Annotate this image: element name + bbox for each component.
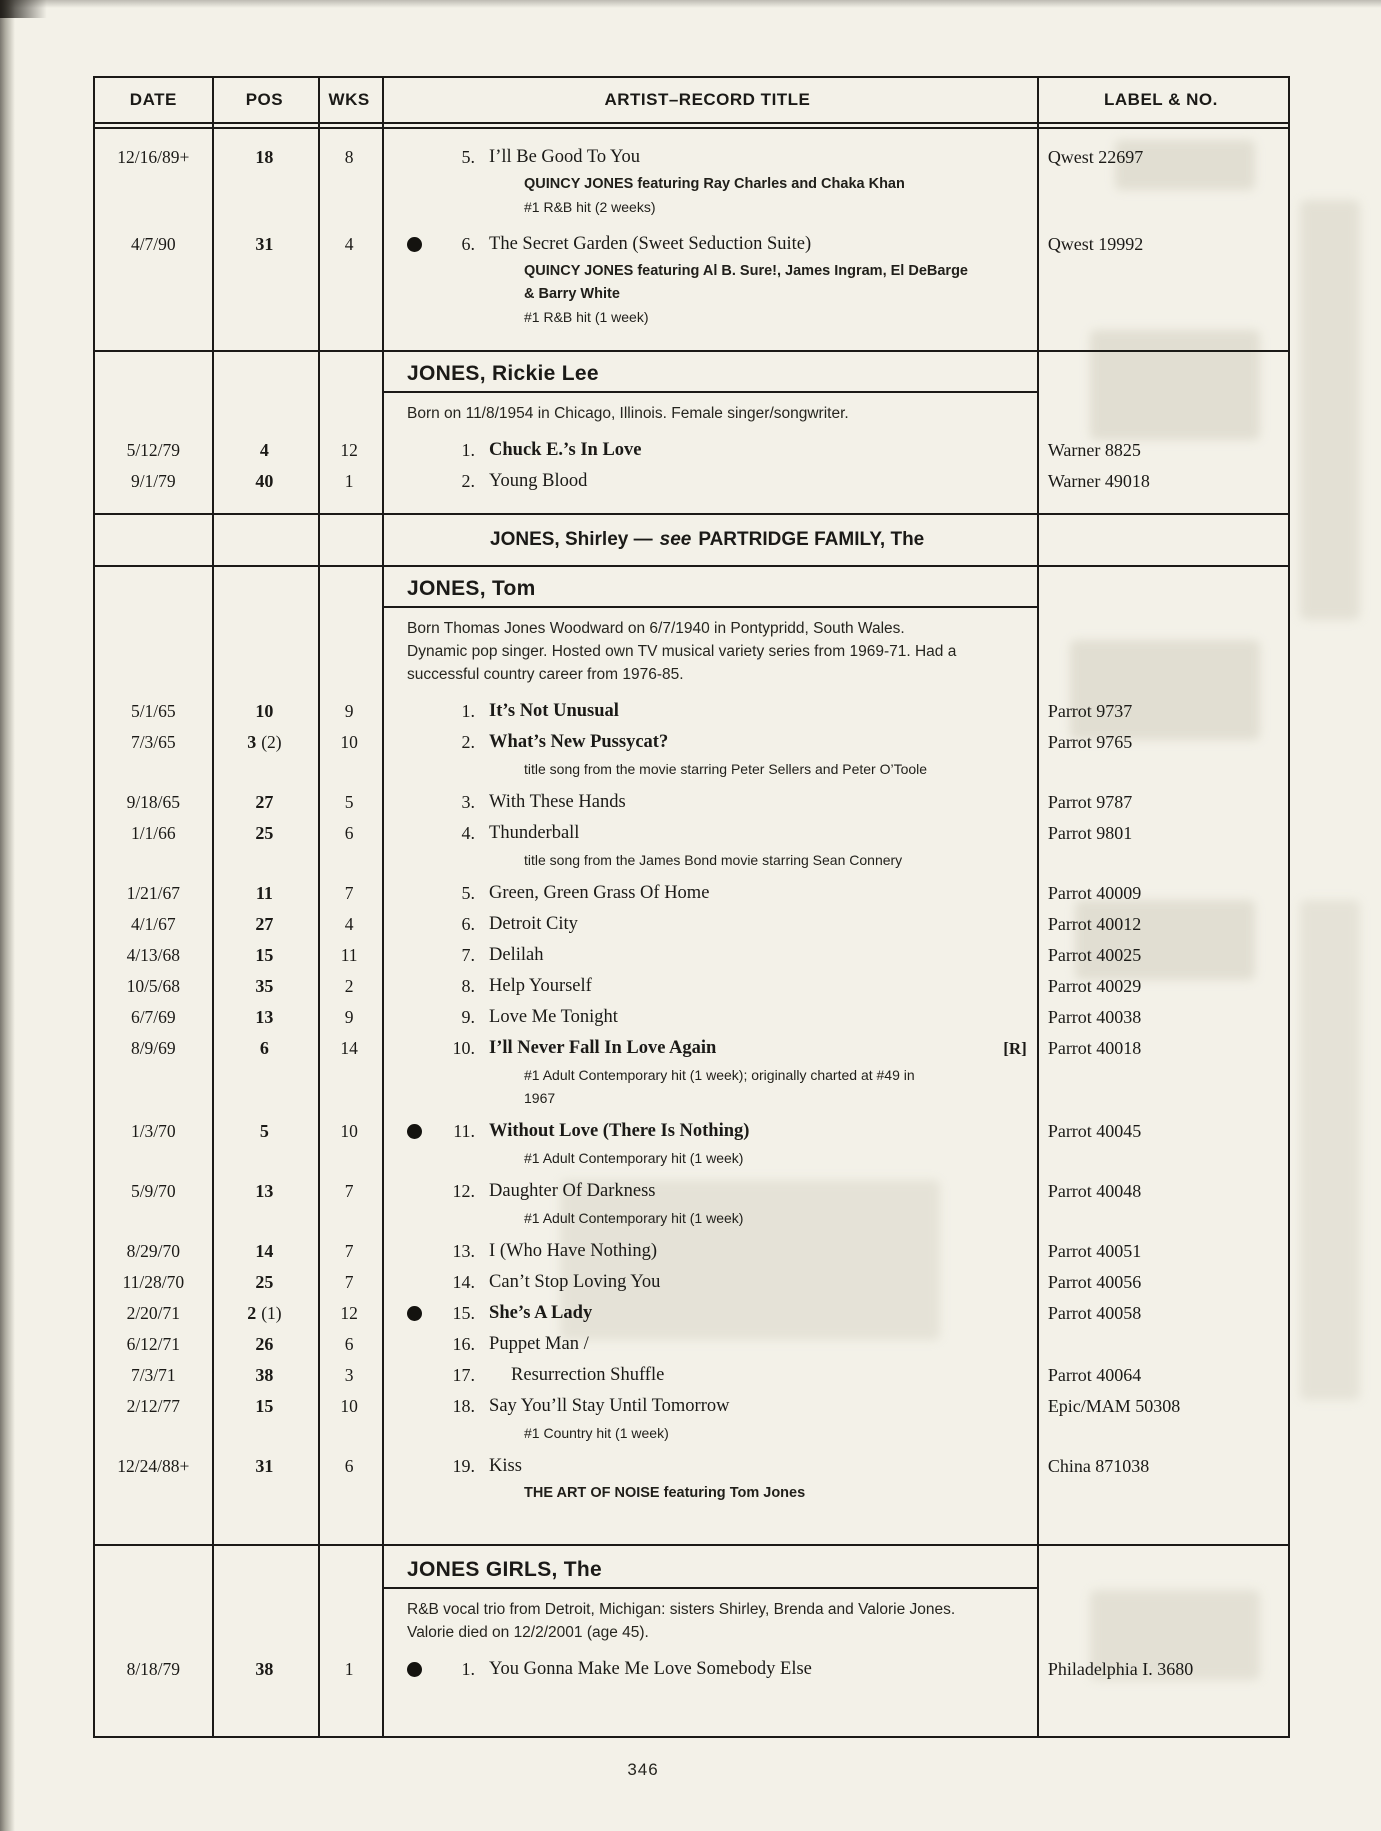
entry-date: 6/7/69	[130, 1007, 176, 1027]
entry-weeks-charted: 12	[340, 1303, 358, 1323]
chart-entry-row	[95, 787, 1288, 818]
chart-entry-row	[95, 878, 1288, 909]
peak-position-value: 4	[259, 440, 269, 460]
record-label-number: Parrot 40048	[1047, 1181, 1142, 1201]
hit-note: #1 R&B hit (1 week)	[524, 309, 649, 325]
bleed-through-artifact	[1300, 200, 1360, 620]
entry-date: 8/9/69	[130, 1038, 176, 1058]
hit-note: #1 Country hit (1 week)	[524, 1425, 669, 1441]
entry-peak-position	[212, 1303, 318, 1324]
chart-entry-row	[95, 1360, 1288, 1391]
entry-number: 1.	[461, 1659, 476, 1679]
record-label-number: Parrot 40058	[1047, 1303, 1142, 1323]
record-label-number: Warner 8825	[1047, 440, 1141, 460]
gold-record-bullet-icon	[401, 1662, 427, 1677]
entry-weeks-charted: 12	[340, 440, 358, 460]
entry-peak-position	[212, 1365, 318, 1386]
gold-record-bullet-icon	[401, 1275, 427, 1290]
header-artist-record-title: ARTIST–RECORD TITLE	[604, 90, 811, 109]
song-title: Daughter Of Darkness	[489, 1181, 656, 1201]
artist-crossref-shirley-jones	[95, 515, 1288, 567]
gold-record-bullet-icon	[401, 979, 427, 994]
song-title: Without Love (There Is Nothing)	[489, 1121, 750, 1141]
entry-date: 12/16/89+	[117, 147, 190, 167]
peak-position-value: 15	[255, 945, 274, 965]
artist-section-quincy-jones-continued	[95, 130, 1288, 352]
peak-position-value: 31	[255, 1456, 274, 1476]
entry-weeks-charted: 2	[344, 976, 354, 996]
entry-weeks-charted: 10	[340, 732, 358, 752]
gold-record-bullet-icon	[401, 1244, 427, 1259]
chart-entry-row	[95, 971, 1288, 1002]
record-label-number: Parrot 40064	[1047, 1365, 1142, 1385]
entry-weeks-charted: 9	[344, 1007, 354, 1027]
entry-title-cell	[381, 1456, 1034, 1477]
entry-peak-position	[212, 440, 318, 461]
record-label-number: Parrot 9737	[1047, 701, 1133, 721]
entry-date: 2/20/71	[126, 1303, 181, 1323]
chart-entry-row	[95, 435, 1288, 466]
entry-date: 9/18/65	[126, 792, 181, 812]
entry-title-cell	[381, 1272, 1034, 1293]
entry-peak-position	[212, 883, 318, 904]
entry-number: 19.	[452, 1456, 476, 1476]
entry-weeks-charted: 11	[340, 945, 358, 965]
chart-entry-row	[95, 1176, 1288, 1207]
artist-heading-rule	[382, 1587, 1037, 1589]
peak-position-value: 14	[255, 1241, 274, 1261]
entry-number: 16.	[452, 1334, 476, 1354]
entry-number: 9.	[461, 1007, 476, 1027]
chart-table	[93, 76, 1290, 1738]
gold-record-bullet-icon	[401, 443, 427, 458]
gold-record-bullet-icon	[401, 1124, 427, 1139]
record-label-number: Parrot 40045	[1047, 1121, 1142, 1141]
artist-bio-line: R&B vocal trio from Detroit, Michigan: sisters Shirley, Brenda and Valorie Jones.	[407, 1601, 956, 1618]
record-label-number: Parrot 9787	[1047, 792, 1133, 812]
entry-number: 14.	[452, 1272, 476, 1292]
artist-name-heading: JONES, Rickie Lee	[407, 362, 599, 385]
gold-record-bullet-icon	[401, 1337, 427, 1352]
entry-weeks-charted: 4	[344, 914, 354, 934]
entry-date: 5/12/79	[126, 440, 181, 460]
entry-weeks-charted: 1	[344, 471, 354, 491]
song-title: Detroit City	[489, 914, 578, 934]
gold-record-bullet-icon	[401, 1184, 427, 1199]
entry-number: 8.	[461, 976, 476, 996]
song-title: Delilah	[489, 945, 544, 965]
gold-record-bullet-icon	[401, 1368, 427, 1383]
entry-title-cell	[381, 1334, 1034, 1355]
record-label-number: Parrot 40025	[1047, 945, 1142, 965]
peak-position-value: 35	[255, 976, 274, 996]
entry-title-cell	[381, 440, 1034, 461]
artist-bio	[407, 402, 1288, 425]
hit-note-continued: 1967	[524, 1090, 556, 1106]
entry-title-cell	[381, 1038, 1034, 1059]
entry-number: 11.	[453, 1121, 476, 1141]
record-label-number: Epic/MAM 50308	[1047, 1396, 1181, 1416]
header-date: DATE	[129, 90, 177, 109]
song-title: Love Me Tonight	[489, 1007, 618, 1027]
entry-title-cell	[381, 945, 1034, 966]
entry-title-cell	[381, 1396, 1034, 1417]
chart-entry-row	[95, 1236, 1288, 1267]
chart-entry-row	[95, 940, 1288, 971]
page-number: 346	[627, 1760, 659, 1779]
song-title: Say You’ll Stay Until Tomorrow	[489, 1396, 730, 1416]
artist-name-heading: JONES, Tom	[407, 577, 536, 600]
chart-entry-row	[95, 1267, 1288, 1298]
peak-position-value: 38	[255, 1365, 274, 1385]
record-label-number: Warner 49018	[1047, 471, 1150, 491]
artist-bio	[407, 1598, 1288, 1644]
artist-name-heading: JONES GIRLS, The	[407, 1558, 602, 1581]
entry-weeks-charted: 8	[344, 147, 354, 167]
entry-weeks-charted: 7	[344, 1272, 354, 1292]
entry-date: 9/1/79	[130, 471, 176, 491]
entry-title-cell	[381, 1181, 1034, 1202]
peak-position-value: 18	[255, 147, 274, 167]
entry-title-cell	[381, 883, 1034, 904]
header-wks: WKS	[328, 90, 370, 109]
gold-record-bullet-icon	[401, 1306, 427, 1321]
entry-peak-position	[212, 1659, 318, 1680]
entry-peak-position	[212, 147, 318, 168]
entry-number: 5.	[461, 147, 476, 167]
entry-title-cell	[381, 976, 1034, 997]
record-label-number: Qwest 22697	[1047, 147, 1144, 167]
header-pos: POS	[245, 90, 284, 109]
entry-date: 1/21/67	[126, 883, 181, 903]
artist-credit-line: & Barry White	[524, 286, 620, 302]
entry-number: 13.	[452, 1241, 476, 1261]
gold-record-bullet-icon	[401, 1399, 427, 1414]
hit-note: #1 Adult Contemporary hit (1 week)	[524, 1150, 744, 1166]
entry-peak-position	[212, 792, 318, 813]
entry-peak-position	[212, 701, 318, 722]
entry-title-cell	[381, 914, 1034, 935]
entry-weeks-charted: 10	[340, 1396, 358, 1416]
peak-position-value: 38	[255, 1659, 274, 1679]
entry-title-cell	[381, 792, 1034, 813]
entry-number: 10.	[452, 1038, 476, 1058]
peak-position-value: 26	[255, 1334, 274, 1354]
entry-peak-position	[212, 1038, 318, 1059]
entry-weeks-charted: 10	[340, 1121, 358, 1141]
entry-number: 17.	[452, 1365, 476, 1385]
chart-entry-row	[95, 1391, 1288, 1422]
chart-entry-row	[95, 696, 1288, 727]
entry-number: 3.	[461, 792, 476, 812]
song-title: It’s Not Unusual	[489, 701, 619, 721]
peak-position-value: 25	[255, 1272, 274, 1292]
record-label-number: Parrot 40051	[1047, 1241, 1142, 1261]
entry-peak-position	[212, 1334, 318, 1355]
entry-peak-position	[212, 1456, 318, 1477]
entry-weeks-charted: 1	[344, 1659, 354, 1679]
scan-corner-mark	[0, 0, 52, 18]
artist-heading-rule	[382, 606, 1037, 608]
entry-number: 4.	[461, 823, 476, 843]
entry-peak-position	[212, 914, 318, 935]
entry-title-cell	[381, 1241, 1034, 1262]
gold-record-bullet-icon	[401, 1010, 427, 1025]
peak-position-value: 13	[255, 1007, 274, 1027]
entry-title-cell	[381, 1303, 1034, 1324]
entry-weeks-charted: 7	[344, 1241, 354, 1261]
entry-date: 11/28/70	[122, 1272, 185, 1292]
entry-weeks-charted: 6	[344, 823, 354, 843]
artist-bio-line: Valorie died on 12/2/2001 (age 45).	[407, 1624, 649, 1641]
peak-position-value: 25	[255, 823, 274, 843]
record-label-number: Parrot 40012	[1047, 914, 1142, 934]
entry-weeks-charted: 9	[344, 701, 354, 721]
entry-date: 1/3/70	[130, 1121, 176, 1141]
entry-date: 7/3/71	[130, 1365, 176, 1385]
crossref-artist: JONES, Shirley —	[490, 529, 653, 550]
entry-peak-position	[212, 732, 318, 753]
artist-credit-line: THE ART OF NOISE featuring Tom Jones	[524, 1485, 806, 1501]
song-title: With These Hands	[489, 792, 626, 812]
artist-credit-line: QUINCY JONES featuring Al B. Sure!, James Ingram, El DeBarge	[524, 263, 968, 279]
artist-bio	[407, 617, 1288, 686]
entry-weeks-charted: 6	[344, 1334, 354, 1354]
song-title: The Secret Garden (Sweet Seduction Suite)	[489, 234, 812, 254]
song-title: Resurrection Shuffle	[511, 1365, 665, 1385]
entry-peak-position	[212, 1396, 318, 1417]
entry-number: 1.	[461, 440, 476, 460]
chart-entry-row	[95, 466, 1288, 497]
song-title: Help Yourself	[489, 976, 592, 996]
record-label-number: Parrot 9765	[1047, 732, 1133, 752]
bleed-through-artifact	[1300, 900, 1360, 1400]
peak-position-value: 6	[259, 1038, 269, 1058]
artist-bio-line: Born on 11/8/1954 in Chicago, Illinois. Female singer/songwriter.	[407, 405, 849, 422]
artist-section-jones-girls	[95, 1546, 1288, 1740]
song-title: I’ll Never Fall In Love Again	[489, 1038, 717, 1058]
gold-record-bullet-icon	[401, 886, 427, 901]
entry-number: 6.	[461, 234, 476, 254]
scan-edge-left	[0, 0, 15, 1831]
chart-entry-row	[95, 727, 1288, 758]
chart-entry-row	[95, 1002, 1288, 1033]
song-title: Thunderball	[489, 823, 580, 843]
entry-weeks-charted: 3	[344, 1365, 354, 1385]
entry-number: 7.	[461, 945, 476, 965]
record-label-number: Philadelphia I. 3680	[1047, 1659, 1194, 1679]
entry-date: 1/1/66	[130, 823, 176, 843]
gold-record-bullet-icon	[401, 948, 427, 963]
artist-bio-line: Dynamic pop singer. Hosted own TV musical variety series from 1969-71. Had a	[407, 643, 957, 660]
peak-position-value: 5	[259, 1121, 269, 1141]
peak-position-value: 27	[255, 792, 274, 812]
song-title: I (Who Have Nothing)	[489, 1241, 658, 1261]
entry-title-cell	[381, 1007, 1034, 1028]
entry-title-cell	[381, 1659, 1034, 1680]
chart-entry-row	[95, 1451, 1288, 1482]
record-label-number: Parrot 40038	[1047, 1007, 1142, 1027]
chart-entry-row	[95, 1298, 1288, 1329]
song-title: Chuck E.’s In Love	[489, 440, 642, 460]
chart-entry-row	[95, 142, 1288, 173]
hit-note: #1 R&B hit (2 weeks)	[524, 199, 656, 215]
entry-date: 4/13/68	[126, 945, 181, 965]
song-title: Green, Green Grass Of Home	[489, 883, 710, 903]
hit-note: #1 Adult Contemporary hit (1 week)	[524, 1210, 744, 1226]
entry-number: 5.	[461, 883, 476, 903]
entry-peak-position	[212, 976, 318, 997]
record-label-number: Parrot 9801	[1047, 823, 1133, 843]
gold-record-bullet-icon	[401, 795, 427, 810]
crossref-target: PARTRIDGE FAMILY, The	[698, 529, 925, 550]
chart-entry-row	[95, 229, 1288, 260]
peak-position-value: 31	[255, 234, 274, 254]
entry-title-cell	[381, 701, 1034, 722]
entry-date: 5/1/65	[130, 701, 176, 721]
entry-date: 6/12/71	[126, 1334, 181, 1354]
entry-date: 8/18/79	[126, 1659, 181, 1679]
hit-note: #1 Adult Contemporary hit (1 week); originally charted at #49 in	[524, 1067, 915, 1083]
gold-record-bullet-icon	[401, 474, 427, 489]
chart-entry-row	[95, 1033, 1288, 1064]
peak-position-value: 40	[255, 471, 274, 491]
record-label-number: Parrot 40056	[1047, 1272, 1142, 1292]
entry-number: 2.	[461, 471, 476, 491]
entry-date: 4/1/67	[130, 914, 176, 934]
entry-date: 5/9/70	[130, 1181, 176, 1201]
entry-date: 10/5/68	[126, 976, 181, 996]
entry-title-cell	[381, 234, 1034, 255]
song-title: Young Blood	[489, 471, 588, 491]
entry-peak-position	[212, 471, 318, 492]
chart-entry-row	[95, 1116, 1288, 1147]
song-title: Puppet Man /	[489, 1334, 589, 1354]
entry-number: 2.	[461, 732, 476, 752]
song-title: She’s A Lady	[489, 1303, 593, 1323]
record-label-number: Parrot 40018	[1047, 1038, 1142, 1058]
entry-peak-position	[212, 1007, 318, 1028]
entry-title-cell	[381, 732, 1034, 753]
chart-entry-row	[95, 818, 1288, 849]
table-header-row	[95, 78, 1288, 124]
peak-position-value: 2	[247, 1303, 257, 1323]
weeks-at-peak: (1)	[261, 1303, 282, 1323]
peak-position-value: 27	[255, 914, 274, 934]
entry-weeks-charted: 5	[344, 792, 354, 812]
artist-section-tom-jones	[95, 567, 1288, 1546]
entry-title-cell	[381, 471, 1034, 492]
song-title: Can’t Stop Loving You	[489, 1272, 661, 1292]
entry-date: 7/3/65	[130, 732, 176, 752]
chart-entry-row	[95, 1329, 1288, 1360]
entry-number: 6.	[461, 914, 476, 934]
entry-weeks-charted: 7	[344, 883, 354, 903]
gold-record-bullet-icon	[401, 1459, 427, 1474]
header-label-no: LABEL & NO.	[1104, 90, 1218, 109]
gold-record-bullet-icon	[401, 704, 427, 719]
song-title: Kiss	[489, 1456, 522, 1476]
entry-peak-position	[212, 1181, 318, 1202]
artist-bio-line: Born Thomas Jones Woodward on 6/7/1940 in Pontypridd, South Wales.	[407, 620, 905, 637]
gold-record-bullet-icon	[401, 735, 427, 750]
record-label-number: Parrot 40029	[1047, 976, 1142, 996]
gold-record-bullet-icon	[401, 826, 427, 841]
chart-entry-row	[95, 909, 1288, 940]
peak-position-value: 15	[255, 1396, 274, 1416]
peak-position-value: 10	[255, 701, 274, 721]
gold-record-bullet-icon	[401, 150, 427, 165]
gold-record-bullet-icon	[401, 237, 427, 252]
entry-peak-position	[212, 234, 318, 255]
artist-section-rickie-lee-jones	[95, 352, 1288, 515]
peak-position-value: 11	[255, 883, 273, 903]
entry-number: 15.	[452, 1303, 476, 1323]
gold-record-bullet-icon	[401, 917, 427, 932]
record-label-number: China 871038	[1047, 1456, 1150, 1476]
artist-credit-line: QUINCY JONES featuring Ray Charles and Chaka Khan	[524, 176, 905, 192]
crossref-see: see	[659, 529, 692, 550]
entry-date: 8/29/70	[126, 1241, 181, 1261]
scan-edge-top	[0, 0, 1381, 8]
title-note: title song from the James Bond movie starring Sean Connery	[524, 852, 903, 868]
title-note: title song from the movie starring Peter Sellers and Peter O’Toole	[524, 761, 928, 777]
entry-title-cell	[381, 147, 1034, 168]
entry-peak-position	[212, 1121, 318, 1142]
entry-title-cell	[381, 1365, 1034, 1386]
song-title: What’s New Pussycat?	[489, 732, 669, 752]
artist-heading-rule	[382, 391, 1037, 393]
entry-number: 1.	[461, 701, 476, 721]
chart-entry-row	[95, 1654, 1288, 1685]
entry-peak-position	[212, 1272, 318, 1293]
gold-record-bullet-icon	[401, 1041, 427, 1056]
entry-date: 2/12/77	[126, 1396, 181, 1416]
rerelease-tag: [R]	[1003, 1038, 1027, 1058]
crossref-text	[95, 529, 924, 551]
song-title: You Gonna Make Me Love Somebody Else	[489, 1659, 812, 1679]
song-title: I’ll Be Good To You	[489, 147, 641, 167]
artist-bio-line: successful country career from 1976-85.	[407, 666, 684, 683]
entry-weeks-charted: 14	[340, 1038, 358, 1058]
entry-weeks-charted: 6	[344, 1456, 354, 1476]
entry-weeks-charted: 7	[344, 1181, 354, 1201]
record-label-number: Parrot 40009	[1047, 883, 1142, 903]
entry-number: 12.	[452, 1181, 476, 1201]
entry-peak-position	[212, 823, 318, 844]
entry-date: 4/7/90	[130, 234, 176, 254]
entry-number: 18.	[452, 1396, 476, 1416]
entry-peak-position	[212, 945, 318, 966]
entry-title-cell	[381, 823, 1034, 844]
entry-weeks-charted: 4	[344, 234, 354, 254]
entry-title-cell	[381, 1121, 1034, 1142]
peak-position-value: 3	[247, 732, 257, 752]
weeks-at-peak: (2)	[261, 732, 282, 752]
peak-position-value: 13	[255, 1181, 274, 1201]
entry-peak-position	[212, 1241, 318, 1262]
entry-date: 12/24/88+	[117, 1456, 190, 1476]
record-label-number: Qwest 19992	[1047, 234, 1144, 254]
